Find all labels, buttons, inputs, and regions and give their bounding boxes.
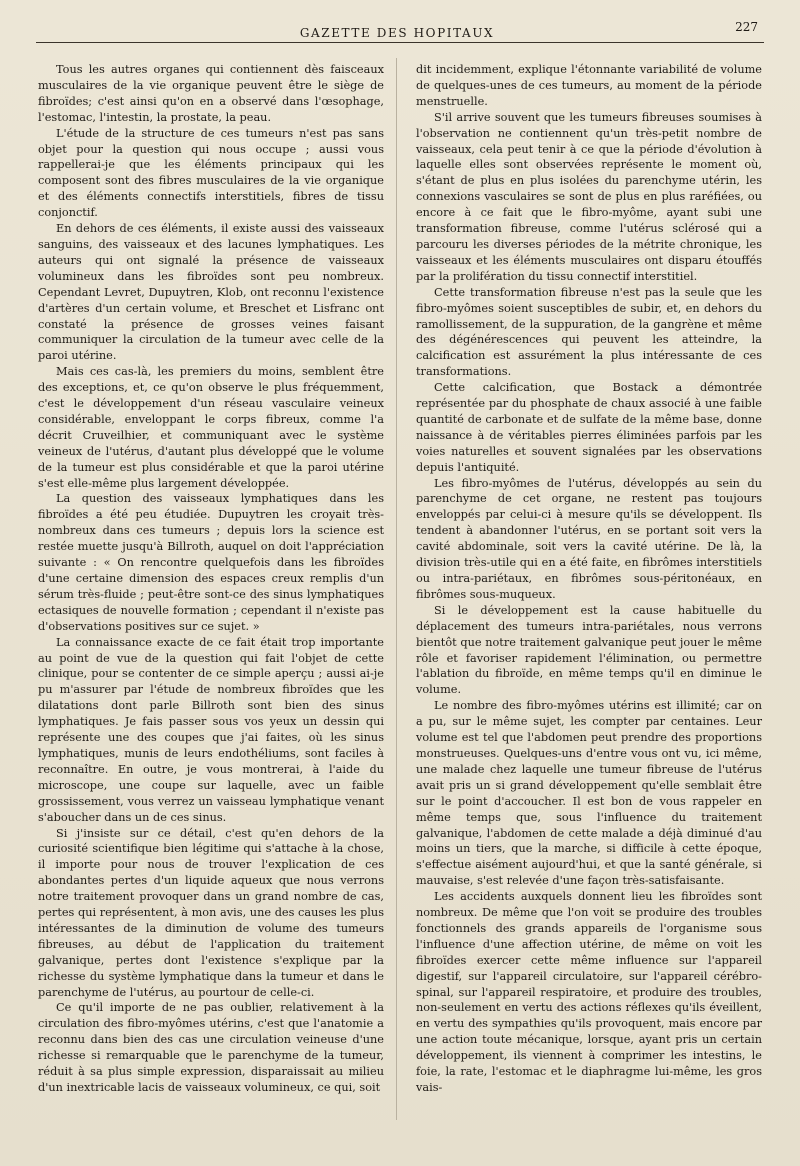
paragraph: Le nombre des fibro-myômes utérins est illimité; car on a pu, sur le même sujet, les compter par centaines. Leur volume est tel que l'abdomen peut prendre des proportions monstrueuses. Quelques-uns d'entre vous ont vu, ici même, une malade chez laquelle une tumeur fibreuse de l'utérus avait pris un si grand développement qu'elle semblait être sur le point d'accoucher. Il est bon de vous rappeler en même temps que, sous l'influence du traitement galvanique, l'abdomen de cette malade a déjà diminué d'au moins un tiers, que la marche, si difficile à cette époque, s'effectue aisément aujourd'hui, et que la santé générale, si mauvaise, s'est relevée d'une façon très-satisfaisante. — [416, 699, 762, 888]
column-divider — [396, 58, 397, 1120]
paragraph: Les fibro-myômes de l'utérus, développés au sein du parenchyme de cet organe, ne restent pas toujours enveloppés par celui-ci à mesure qu'ils se développent. Ils tendent à abandonner l'utérus, en se portant soit vers la cavité abdominale, soit vers la cavité utérine. De là, la division très-utile qui en a été faite, en fibrômes interstitiels ou intra-pariétaux, en fibrômes sous-péritonéaux, en fibrômes sous-muqueux. — [416, 476, 762, 601]
paragraph: L'étude de la structure de ces tumeurs n'est pas sans objet pour la question qui nous occupe ; aussi vous rappellerai-je que les éléments principaux qui les composent sont des fibres musculaires de la vie organique et des éléments connectifs interstitiels, fibres de tissu conjonctif. — [38, 126, 384, 220]
paragraph: Mais ces cas-là, les premiers du moins, semblent être des exceptions, et, ce qu'on observe le plus fréquemment, c'est le développement d'un réseau vasculaire veineux considérable, enveloppant le corps fibreux, comme l'a décrit Cruveilhier, et communiquant avec le système veineux de l'utérus, d'autant plus développé que le volume de la tumeur est plus considérable et que la paroi utérine s'est elle-même plus largement développée. — [38, 365, 384, 490]
header-rule — [36, 42, 764, 43]
right-column — [416, 62, 762, 1096]
paragraph: Si le développement est la cause habituelle du déplacement des tumeurs intra-pariétales, nous verrons bientôt que notre traitement galvanique peut jouer le même rôle et favoriser rapidement l'élimination, ou permettre l'ablation du fibroïde, en même temps qu'il en diminue le volume. — [416, 603, 762, 697]
paragraph: Les accidents auxquels donnent lieu les fibroïdes sont nombreux. De même que l'on voit se produire des troubles fonctionnels des grands appareils de l'organisme sous l'influence d'une affection utérine, de même on voit les fibroïdes exercer cette même influence sur l'appareil digestif, sur l'appareil circulatoire, sur l'appareil cérébro-spinal, sur l'appareil respiratoire, et produire des troubles, non-seulement en vertu des actions réflexes qu'ils éveillent, en vertu des sympathies qu'ils provoquent, mais encore par une action toute mécanique, lorsque, ayant pris un certain développement, ils viennent à comprimer les intestins, le foie, la rate, l'estomac et le diaphragme lui-même, les gros vais- — [416, 890, 762, 1094]
left-column — [38, 62, 384, 1096]
paragraph-continued: dit incidemment, explique l'étonnante variabilité de volume de quelques-unes de ces tumeurs, au moment de la période menstruelle. — [416, 63, 762, 108]
paragraph: Cette transformation fibreuse n'est pas la seule que les fibro-myômes soient susceptibles de subir, et, en dehors du ramollissement, de la suppuration, de la gangrène et même des dégénérescences qui peuvent les atteindre, la calcification est assurément la plus intéressante de ces transformations. — [416, 285, 762, 379]
paragraph: Si j'insiste sur ce détail, c'est qu'en dehors de la curiosité scientifique bien légitime qui s'attache à la chose, il importe pour nous de trouver l'explication de ces abondantes pertes d'un liquide aqueux que nous verrons notre traitement provoquer dans un grand nombre de cas, pertes qui représentent, à mon avis, une des causes les plus intéressantes de la diminution de volume des tumeurs fibreuses, au début de l'application du traitement galvanique, pertes dont l'existence s'explique par la richesse du système lymphatique dans la tumeur et dans le parenchyme de l'utérus, au pourtour de celle-ci. — [38, 826, 384, 999]
running-title: GAZETTE DES HOPITAUX — [299, 26, 495, 40]
paragraph: Cette calcification, que Bostack a démontrée représentée par du phosphate de chaux associé à une faible quantité de carbonate et de sulfate de la même base, donne naissance à de véritables pierres éliminées parfois par les voies naturelles et souvent signalées par les observations depuis l'antiquité. — [416, 381, 762, 474]
paragraph: Tous les autres organes qui contiennent dès faisceaux musculaires de la vie organique peuvent être le siège de fibroïdes; c'est ainsi qu'on en a observé dans l'œsophage, l'estomac, l'intestin, la prostate, la peau. — [38, 63, 384, 124]
paragraph: S'il arrive souvent que les tumeurs fibreuses soumises à l'observation ne contiennent qu'un très-petit nombre de vaisseaux, cela peut tenir à ce que la période d'évolution à laquelle elles sont observées représente le moment où, s'étant de plus en plus isolées du parenchyme utérin, les connexions vasculaires se sont de plus en plus raréfiées, ou encore à ce fait que le fibro-myôme, ayant subi une transformation fibreuse, comme l'utérus sclérosé qui a parcouru les diverses périodes de la métrite chronique, les vaisseaux et les éléments musculaires ont disparu étouffés par la prolifération du tissu connectif interstitiel. — [416, 110, 762, 283]
paragraph: La question des vaisseaux lymphatiques dans les fibroïdes a été peu étudiée. Dupuytren les croyait très-nombreux dans ces tumeurs ; depuis lors la science est restée muette jusqu'à Billroth, auquel on doit l'appréciation suivante : « On rencontre quelquefois dans les fibroïdes d'une certaine dimension des espaces creux remplis d'un sérum très-fluide ; peut-être sont-ce des sinus lymphatiques ectasiques de nouvelle formation ; cependant il n'existe pas d'observations positives sur ce sujet. » — [38, 492, 384, 633]
paragraph: Ce qu'il importe de ne pas oublier, relativement à la circulation des fibro-myômes utérins, c'est que l'anatomie a reconnu dans bien des cas une circulation veineuse d'une richesse si remarquable que le parenchyme de la tumeur, réduit à sa plus simple expression, disparaissait au milieu d'un inextricable lacis de vaisseaux volumineux, ce qui, soit — [38, 1001, 384, 1094]
page-number: 227 — [735, 20, 758, 34]
paragraph: La connaissance exacte de ce fait était trop importante au point de vue de la question qui fait l'objet de cette clinique, pour se contenter de ce simple aperçu ; aussi ai-je pu m'assurer par l'étude de nombreux fibroïdes que les dilatations dont parle Billroth sont bien des sinus lymphatiques. Je fais passer sous vos yeux un dessin qui représente une des coupes que j'ai faites, où les sinus lymphatiques, munis de leurs endothéliums, sont faciles à reconnaître. En outre, je vous montrerai, à l'aide du microscope, une coupe sur laquelle, avec un faible grossissement, vous verrez un vaisseau lymphatique venant s'aboucher dans un de ces sinus. — [38, 635, 384, 824]
paragraph: En dehors de ces éléments, il existe aussi des vaisseaux sanguins, des vaisseaux et des lacunes lymphatiques. Les auteurs qui ont signalé la présence de vaisseaux volumineux dans les fibroïdes sont peu nombreux. Cependant Levret, Dupuytren, Klob, ont reconnu l'existence d'artères d'un certain volume, et Breschet et Lisfranc ont constaté la présence de grosses veines faisant communiquer la circulation de la tumeur avec celle de la paroi utérine. — [38, 222, 384, 363]
